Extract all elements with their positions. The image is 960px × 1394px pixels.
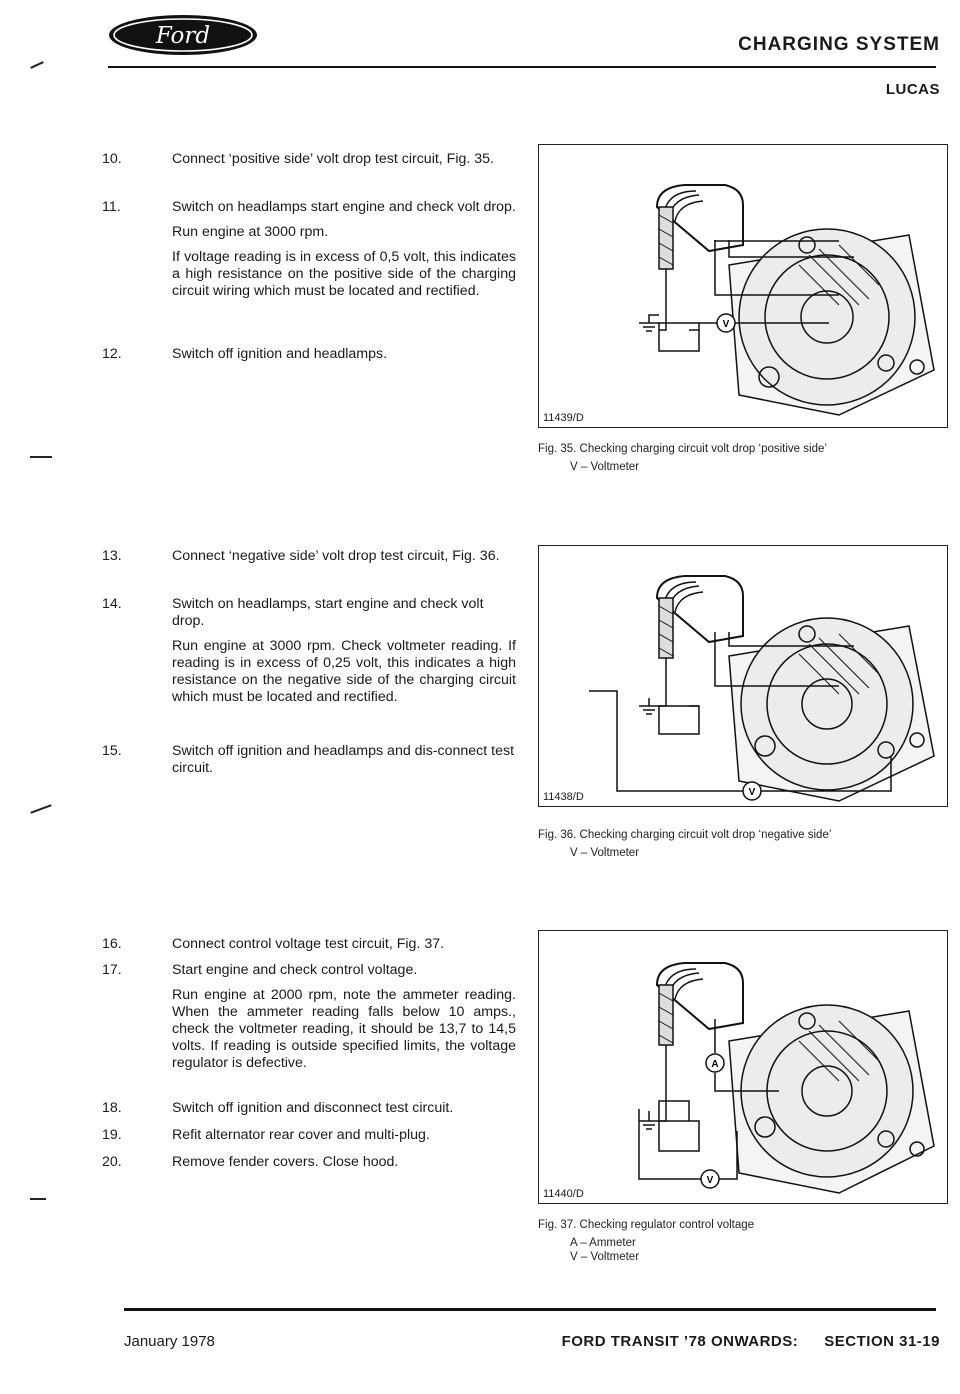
step-18	[102, 1100, 516, 1117]
step-14	[102, 596, 516, 706]
figure-35	[538, 144, 948, 428]
ammeter-label: A	[711, 1059, 719, 1070]
step-text: Switch off ignition and headlamps.	[172, 346, 388, 362]
alternator-diagram	[539, 931, 947, 1203]
header-rule	[108, 66, 936, 68]
figure-35-caption	[538, 442, 827, 474]
publication-title: FORD TRANSIT ’78 ONWARDS:	[561, 1333, 799, 1350]
step-20	[102, 1154, 516, 1171]
step-number: 18.	[102, 1100, 122, 1116]
step-11	[102, 199, 516, 300]
step-15	[102, 743, 516, 777]
voltmeter-label: V	[722, 319, 730, 330]
ford-logo-text: Ford	[155, 23, 211, 49]
step-text: Remove fender covers. Close hood.	[172, 1154, 399, 1170]
caption-legend: V – Voltmeter	[570, 461, 640, 473]
step-text: If voltage reading is in excess of 0,5 volt, this indicates a high resistance on the positive side of the charging circuit wiring which must be located and rectified.	[172, 249, 516, 299]
step-text: Switch on headlamps, start engine and check volt drop.	[172, 596, 484, 629]
step-number: 10.	[102, 151, 122, 167]
step-text: Switch off ignition and headlamps and dis-connect test circuit.	[172, 743, 515, 776]
margin-mark	[30, 61, 44, 69]
figure-id: 11438/D	[543, 791, 584, 803]
voltmeter-label: V	[706, 1175, 714, 1186]
step-number: 12.	[102, 346, 122, 362]
step-number: 19.	[102, 1127, 122, 1143]
step-number: 11.	[102, 199, 121, 215]
alternator-diagram	[539, 145, 947, 427]
step-text: Run engine at 2000 rpm, note the ammeter reading. When the ammeter reading falls below 10 amps., check the voltmeter reading, it should be 13,7 to 14,5 volts. If reading is outside specified limits, the voltage regulator is defective.	[172, 987, 516, 1071]
step-text: Run engine at 3000 rpm. Check voltmeter reading. If reading is in excess of 0,25 volt, this indicates a high resistance on the negative side of the charging circuit which must be located and rectified.	[172, 638, 516, 705]
step-number: 15.	[102, 743, 122, 759]
step-text: Switch off ignition and disconnect test circuit.	[172, 1100, 454, 1116]
caption-title: Fig. 37. Checking regulator control voltage	[538, 1219, 755, 1231]
step-19	[102, 1127, 516, 1144]
step-text: Start engine and check control voltage.	[172, 962, 418, 978]
caption-legend: A – Ammeter	[570, 1237, 636, 1249]
step-text: Connect ‘positive side’ volt drop test circuit, Fig. 35.	[172, 151, 494, 167]
alternator-diagram	[539, 546, 947, 806]
step-number: 14.	[102, 596, 122, 612]
step-number: 16.	[102, 936, 122, 952]
figure-36-caption	[538, 828, 831, 860]
step-text: Switch on headlamps start engine and check volt drop.	[172, 199, 516, 215]
step-text: Connect control voltage test circuit, Fig. 37.	[172, 936, 445, 952]
step-12	[102, 346, 516, 363]
step-text: Connect ‘negative side’ volt drop test circuit, Fig. 36.	[172, 548, 500, 564]
voltmeter-label: V	[748, 787, 756, 798]
ford-logo	[108, 14, 258, 56]
figure-36	[538, 545, 948, 807]
caption-title: Fig. 36. Checking charging circuit volt drop ‘negative side’	[538, 829, 832, 841]
section-number: SECTION 31-19	[824, 1333, 940, 1350]
footer-publication	[562, 1333, 940, 1350]
page-subtitle: LUCAS	[885, 81, 940, 98]
step-13	[102, 548, 516, 565]
figure-37-caption	[538, 1218, 754, 1264]
step-16	[102, 936, 516, 953]
caption-legend: V – Voltmeter	[570, 1251, 640, 1263]
figure-id: 11440/D	[543, 1188, 584, 1200]
page-title: CHARGING SYSTEM	[738, 34, 940, 55]
caption-legend: V – Voltmeter	[570, 847, 640, 859]
margin-mark	[30, 1198, 46, 1200]
step-number: 13.	[102, 548, 122, 564]
step-17	[102, 962, 516, 1072]
figure-37	[538, 930, 948, 1204]
step-number: 17.	[102, 962, 122, 978]
step-10	[102, 151, 516, 168]
caption-title: Fig. 35. Checking charging circuit volt drop ‘positive side’	[538, 443, 827, 455]
footer-date: January 1978	[124, 1333, 215, 1350]
margin-mark	[30, 804, 51, 813]
footer-rule	[124, 1308, 936, 1311]
figure-id: 11439/D	[543, 412, 584, 424]
margin-mark	[30, 456, 52, 458]
step-text: Refit alternator rear cover and multi-plug.	[172, 1127, 430, 1143]
step-number: 20.	[102, 1154, 122, 1170]
step-text: Run engine at 3000 rpm.	[172, 224, 329, 240]
